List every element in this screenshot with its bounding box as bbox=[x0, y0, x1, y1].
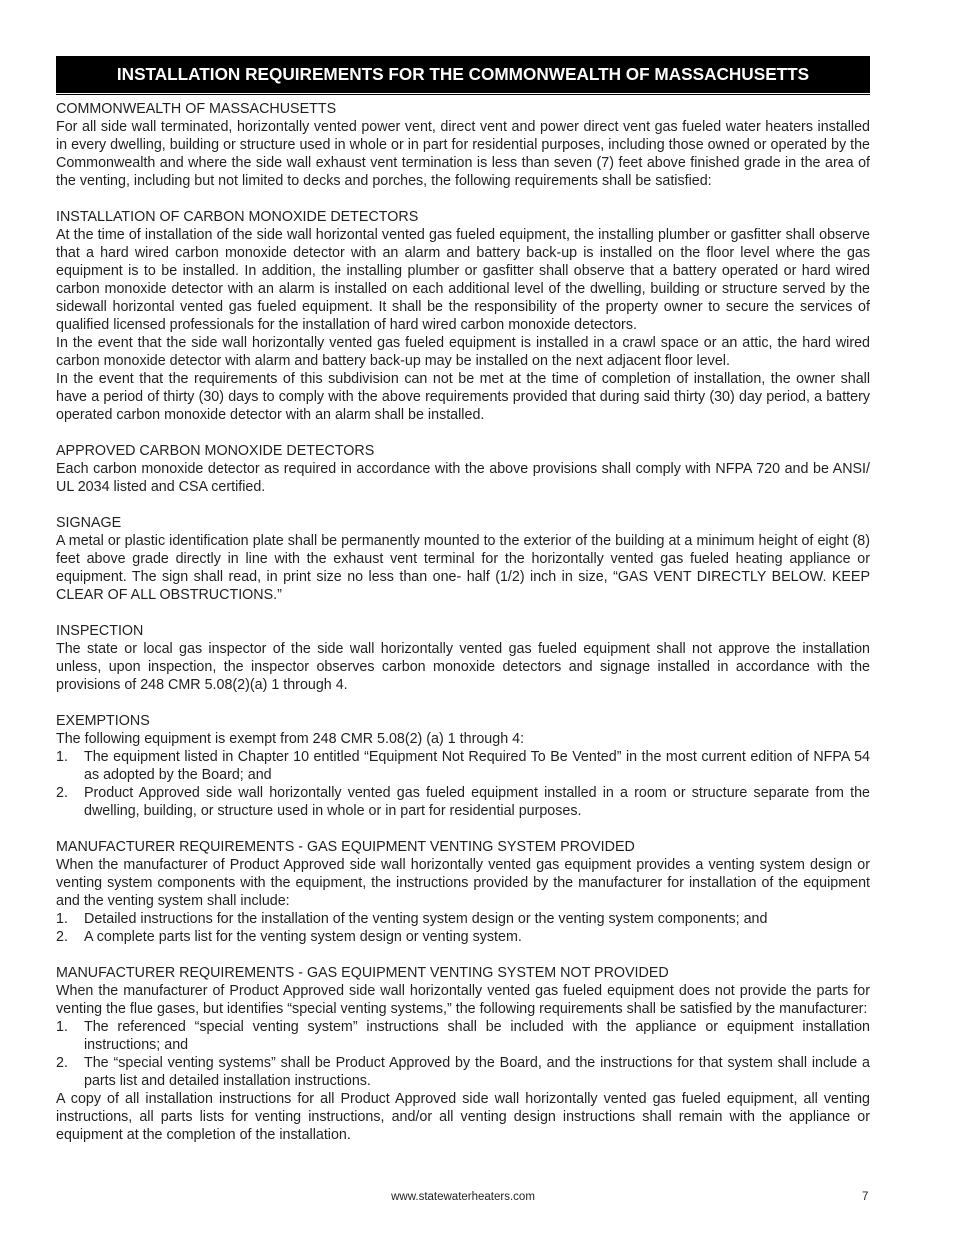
paragraph: A copy of all installation instructions for all Product Approved side wall horizontally vented gas fueled equipment, all venting instructions, all parts lists for venting instructions, and/or all venting design instructions shall remain with the appliance or equipment at the completion of the installation. bbox=[56, 1091, 870, 1143]
page-number: 7 bbox=[862, 1191, 869, 1203]
section-heading: COMMONWEALTH OF MASSACHUSETTS bbox=[56, 101, 337, 117]
list-number: 2. bbox=[56, 785, 68, 801]
paragraph: For all side wall terminated, horizontally vented power vent, direct vent and power direct vent gas fueled water heaters installed in every dwelling, building or structure used in whole or in part for residential purposes, including those owned or operated by the Commonwealth and where the side wall exhaust vent termination is less than seven (7) feet above finished grade in the area of the venting, including but not limited to decks and porches, the following requirements shall be satisfied: bbox=[56, 119, 870, 189]
list-item-text: Product Approved side wall horizontally vented gas fueled equipment installed in a room or structure separate from the dwelling, building, or structure used in whole or in part for residential purposes. bbox=[84, 785, 870, 819]
list-item-text: A complete parts list for the venting system design or venting system. bbox=[84, 929, 522, 945]
section-co-detector-installation bbox=[56, 208, 870, 424]
numbered-list bbox=[56, 910, 870, 946]
list-number: 1. bbox=[56, 749, 68, 765]
paragraph: In the event that the side wall horizontally vented gas fueled equipment is installed in a crawl space or an attic, the hard wired carbon monoxide detector with alarm and battery back-up may be installed on the next adjacent floor level. bbox=[56, 335, 870, 369]
list-item bbox=[56, 784, 870, 820]
section-inspection bbox=[56, 622, 870, 694]
page-title: INSTALLATION REQUIREMENTS FOR THE COMMONWEALTH OF MASSACHUSETTS bbox=[116, 64, 810, 84]
paragraph: In the event that the requirements of this subdivision can not be met at the time of completion of installation, the owner shall have a period of thirty (30) days to comply with the above requirements provided that during said thirty (30) day period, a battery operated carbon monoxide detector with an alarm shall be installed. bbox=[56, 371, 870, 423]
list-item-text: Detailed instructions for the installation of the venting system design or the venting system components; and bbox=[84, 911, 768, 927]
section-approved-detectors bbox=[56, 442, 870, 496]
paragraph: The state or local gas inspector of the side wall horizontally vented gas fueled equipment shall not approve the installation unless, upon inspection, the inspector observes carbon monoxide detectors and signage installed in accordance with the provisions of 248 CMR 5.08(2)(a) 1 through 4. bbox=[56, 641, 870, 693]
list-number: 2. bbox=[56, 1055, 68, 1071]
list-number: 2. bbox=[56, 929, 68, 945]
list-item bbox=[56, 928, 870, 946]
paragraph: When the manufacturer of Product Approved side wall horizontally vented gas fueled equipment does not provide the parts for venting the flue gases, but identifies “special venting systems,” the following requirements shall be satisfied by the manufacturer: bbox=[56, 983, 870, 1017]
paragraph: When the manufacturer of Product Approved side wall horizontally vented gas equipment provides a venting system design or venting system components with the equipment, the instructions provided by the manufacturer for installation of the equipment and the venting system shall include: bbox=[56, 857, 870, 909]
list-item-text: The referenced “special venting system” instructions shall be included with the appliance or equipment installation instructions; and bbox=[84, 1019, 870, 1053]
list-item bbox=[56, 910, 870, 928]
page-header-bar bbox=[56, 56, 870, 93]
numbered-list bbox=[56, 748, 870, 820]
section-heading: INSPECTION bbox=[56, 623, 144, 639]
paragraph: At the time of installation of the side wall horizontal vented gas fueled equipment, the installing plumber or gasfitter shall observe that a hard wired carbon monoxide detector with an alarm and battery back-up is installed on the floor level where the gas equipment is to be installed. In addition, the installing plumber or gasfitter shall observe that a battery operated or hard wired carbon monoxide detector with an alarm is installed on each additional level of the dwelling, building or structure served by the sidewall horizontal vented gas fueled equipment. It shall be the responsibility of the property owner to secure the services of qualified licensed professionals for the installation of hard wired carbon monoxide detectors. bbox=[56, 227, 870, 333]
section-commonwealth bbox=[56, 100, 870, 190]
list-item bbox=[56, 1018, 870, 1054]
section-heading: EXEMPTIONS bbox=[56, 713, 150, 729]
section-venting-provided bbox=[56, 838, 870, 946]
footer-website-link[interactable]: www.statewaterheaters.com bbox=[391, 1191, 535, 1203]
document-body bbox=[56, 100, 870, 1162]
list-item-text: The equipment listed in Chapter 10 entitled “Equipment Not Required To Be Vented” in the most current edition of NFPA 54 as adopted by the Board; and bbox=[84, 749, 870, 783]
paragraph: The following equipment is exempt from 248 CMR 5.08(2) (a) 1 through 4: bbox=[56, 731, 525, 747]
header-rule bbox=[56, 94, 870, 95]
paragraph: A metal or plastic identification plate shall be permanently mounted to the exterior of the building at a minimum height of eight (8) feet above grade directly in line with the exhaust vent terminal for the horizontally vented gas fueled heating appliance or equipment. The sign shall read, in print size no less than one- half (1/2) inch in size, “GAS VENT DIRECTLY BELOW. KEEP CLEAR OF ALL OBSTRUCTIONS.” bbox=[56, 533, 870, 603]
list-number: 1. bbox=[56, 911, 68, 927]
list-item-text: The “special venting systems” shall be Product Approved by the Board, and the instructions for that system shall include a parts list and detailed installation instructions. bbox=[84, 1055, 870, 1089]
paragraph: Each carbon monoxide detector as required in accordance with the above provisions shall comply with NFPA 720 and be ANSI/ UL 2034 listed and CSA certified. bbox=[56, 461, 870, 495]
section-heading: INSTALLATION OF CARBON MONOXIDE DETECTORS bbox=[56, 209, 419, 225]
section-heading: APPROVED CARBON MONOXIDE DETECTORS bbox=[56, 443, 375, 459]
list-item bbox=[56, 1054, 870, 1090]
section-signage bbox=[56, 514, 870, 604]
section-heading: MANUFACTURER REQUIREMENTS - GAS EQUIPMENT VENTING SYSTEM NOT PROVIDED bbox=[56, 965, 669, 981]
list-item bbox=[56, 748, 870, 784]
section-heading: MANUFACTURER REQUIREMENTS - GAS EQUIPMENT VENTING SYSTEM PROVIDED bbox=[56, 839, 635, 855]
numbered-list bbox=[56, 1018, 870, 1090]
list-number: 1. bbox=[56, 1019, 68, 1035]
section-heading: SIGNAGE bbox=[56, 515, 122, 531]
section-exemptions bbox=[56, 712, 870, 820]
section-venting-not-provided bbox=[56, 964, 870, 1144]
